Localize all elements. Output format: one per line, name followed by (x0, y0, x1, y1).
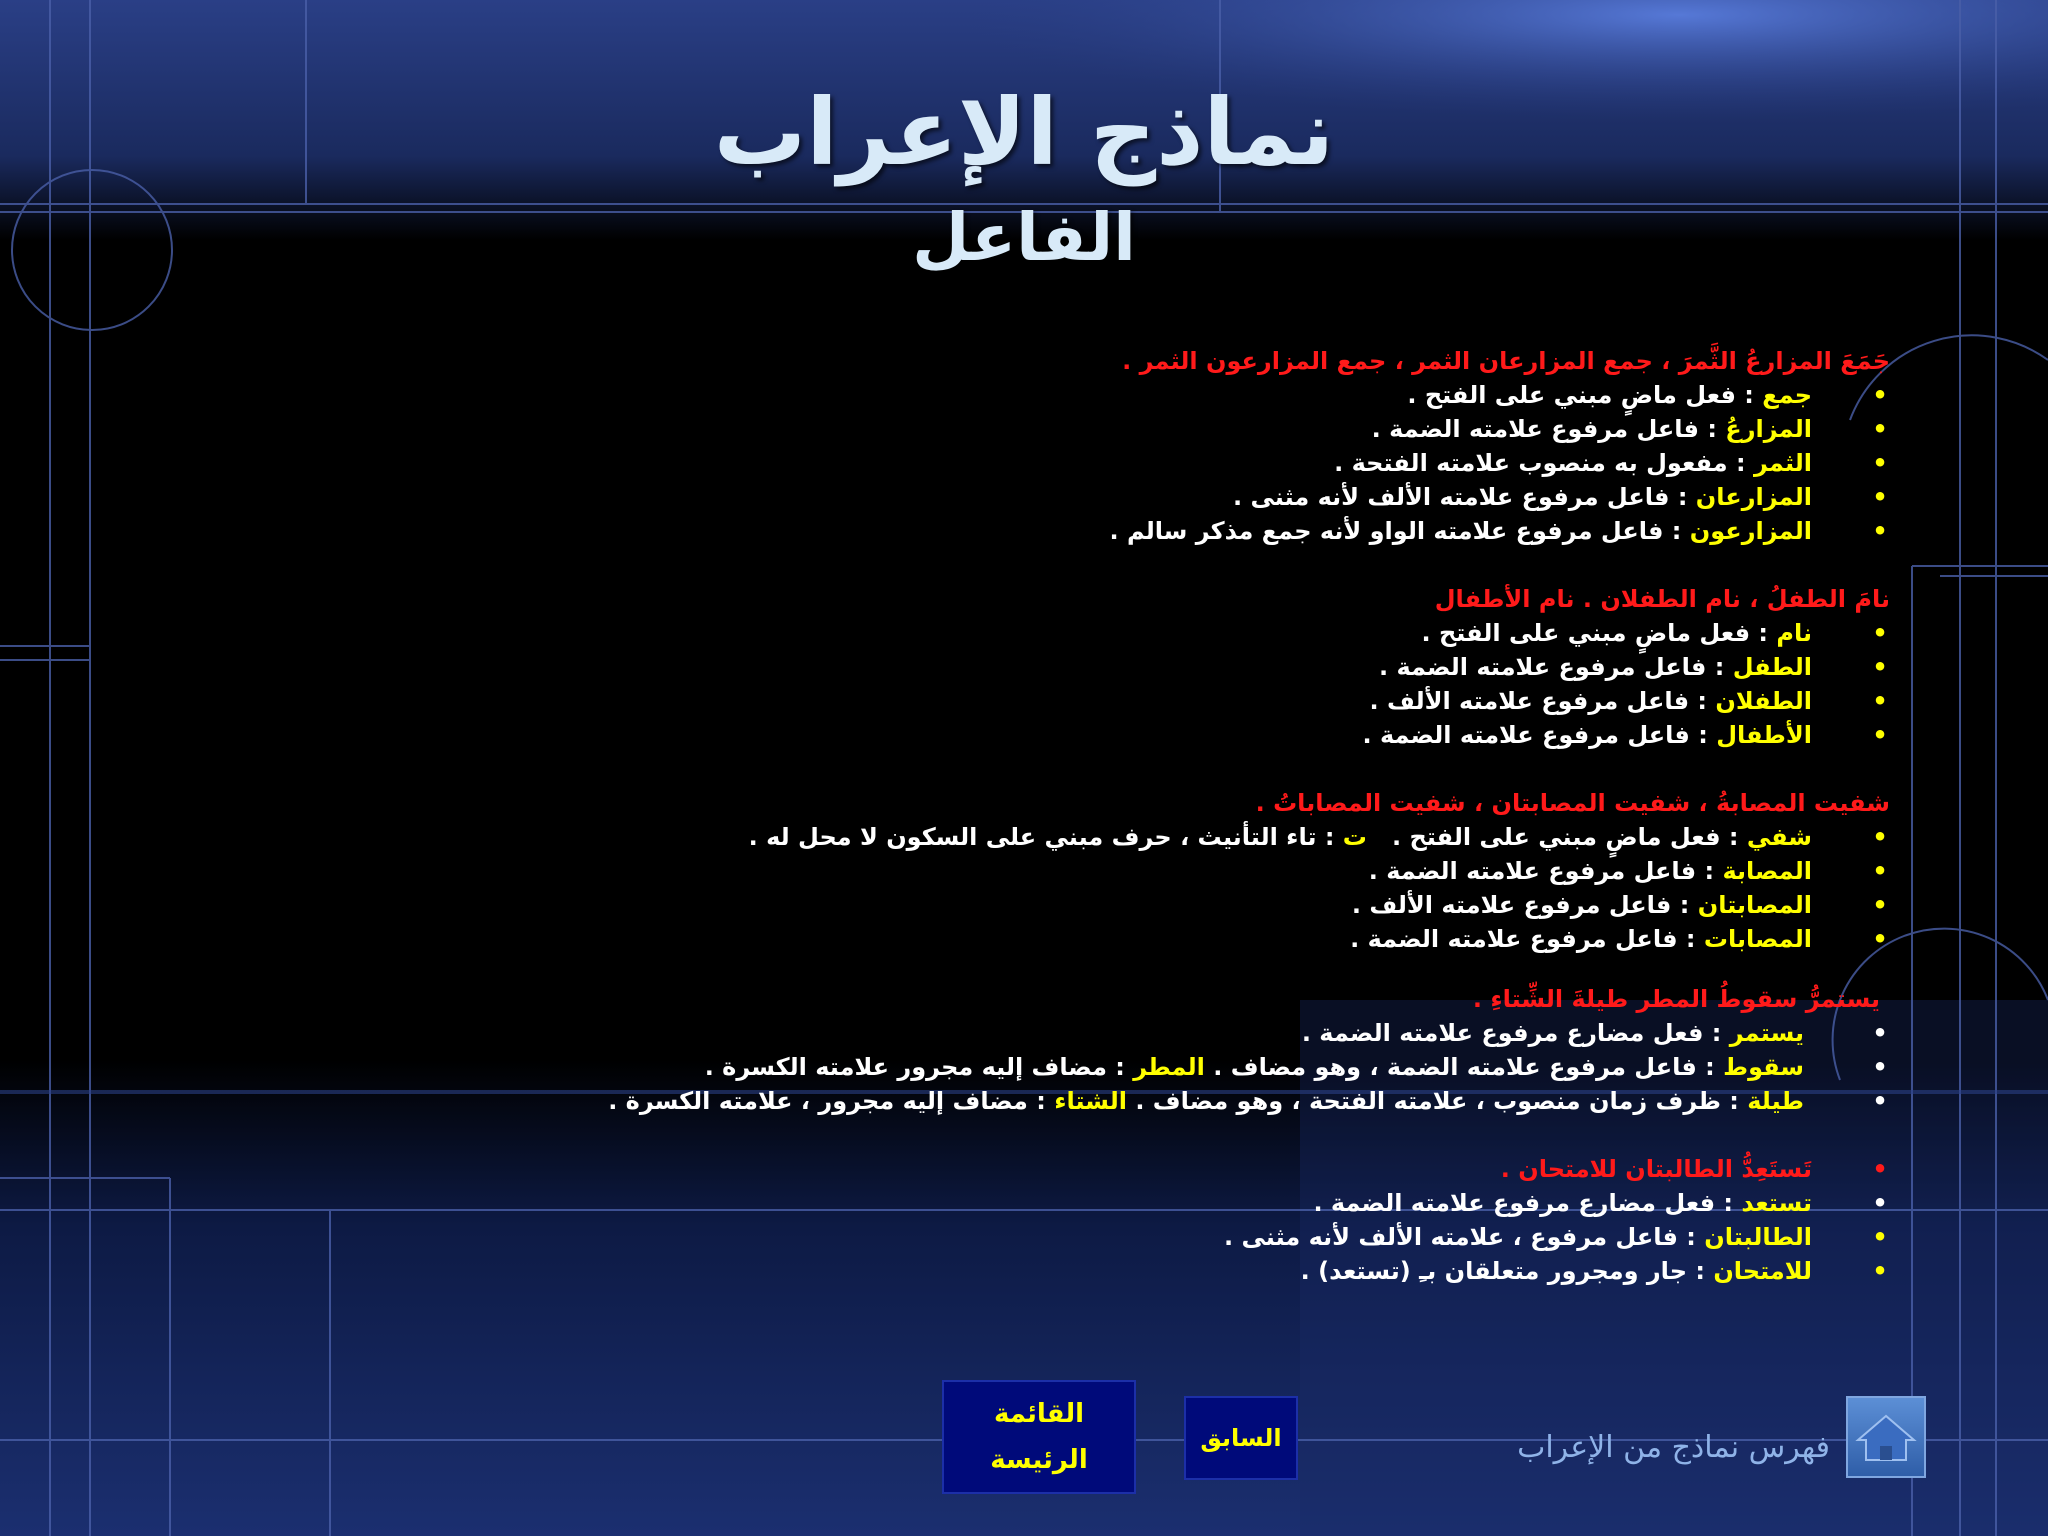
section-heading: نامَ الطفلُ ، نام الطفلان . نام الأطفال (1434, 585, 1890, 613)
item-term: الطفل (1732, 653, 1812, 681)
bullet-icon: • (1872, 1087, 1888, 1115)
item-term: جمع (1762, 381, 1812, 409)
bullet-icon: • (1872, 1053, 1888, 1081)
item-term-secondary: المطر (1133, 1053, 1205, 1081)
index-link[interactable]: فهرس نماذج من الإعراب (1517, 1430, 1830, 1465)
list-item (330, 1220, 1890, 1254)
parsing-examples (330, 344, 1890, 1288)
list-item (330, 1050, 1890, 1084)
item-text: : فاعل مرفوع علامته الضمة ، وهو مضاف . (1213, 1053, 1724, 1081)
bullet-icon: • (1872, 721, 1888, 749)
item-term: الطفلان (1715, 687, 1812, 715)
item-text-secondary: : تاء التأنيث ، حرف مبني على السكون لا محل له . (748, 823, 1343, 851)
home-icon (1848, 1398, 1924, 1476)
bullet-icon: • (1872, 619, 1888, 647)
item-term: الأطفال (1716, 721, 1812, 749)
item-text: : فاعل مرفوع علامته الضمة . (1371, 415, 1726, 443)
list-item (330, 1084, 1890, 1118)
list-item (330, 446, 1890, 480)
item-term: تستعد (1741, 1189, 1812, 1217)
bullet-icon: • (1872, 517, 1888, 545)
item-text: : فعل ماضٍ مبني على الفتح . (1407, 381, 1763, 409)
item-term: شفي (1746, 823, 1812, 851)
item-text-secondary: : مضاف إليه مجرور علامته الكسرة . (704, 1053, 1134, 1081)
bullet-icon: • (1872, 1257, 1888, 1285)
item-text: : فاعل مرفوع علامته الضمة . (1362, 721, 1717, 749)
item-text-secondary: : مضاف إليه مجرور ، علامته الكسرة . (608, 1087, 1055, 1115)
list-item (330, 616, 1890, 650)
bullet-icon: • (1872, 381, 1888, 409)
section-heading: جَمَعَ المزارعُ الثَّمرَ ، جمع المزارعان الثمر ، جمع المزارعون الثمر . (1122, 347, 1890, 375)
list-item (330, 1016, 1890, 1050)
bullet-icon: • (1872, 823, 1888, 851)
item-term: المزارعان (1695, 483, 1812, 511)
list-item (330, 378, 1890, 412)
item-text: : فعل ماضٍ مبني على الفتح . (1421, 619, 1777, 647)
item-text: : فاعل مرفوع علامته الضمة . (1368, 857, 1723, 885)
section-heading: يستمرُّ سقوطُ المطر طيلةَ الشِّتاءِ . (1472, 985, 1880, 1013)
bullet-icon: • (1872, 1155, 1888, 1183)
item-term: يستمر (1729, 1019, 1804, 1047)
item-text: : فعل ماضٍ مبني على الفتح . (1391, 823, 1747, 851)
page-subtitle: الفاعل (912, 199, 1136, 276)
bullet-icon: • (1872, 415, 1888, 443)
list-item (330, 480, 1890, 514)
item-term: نام (1776, 619, 1812, 647)
item-term: الطالبتان (1704, 1223, 1812, 1251)
item-text: : فاعل مرفوع ، علامته الألف لأنه مثنى . (1224, 1223, 1705, 1251)
item-term: طيلة (1747, 1087, 1804, 1115)
list-item (330, 1254, 1890, 1288)
item-term-secondary: الشتاء (1054, 1087, 1127, 1115)
bullet-icon: • (1872, 891, 1888, 919)
item-text: : فاعل مرفوع علامته الألف لأنه مثنى . (1233, 483, 1696, 511)
item-term: المصابات (1703, 925, 1812, 953)
bullet-icon: • (1872, 483, 1888, 511)
item-term: المزارعون (1689, 517, 1812, 545)
list-item (330, 650, 1890, 684)
page-title: نماذج الإعراب (713, 79, 1335, 186)
list-item (330, 854, 1890, 888)
list-item (330, 888, 1890, 922)
bullet-icon: • (1872, 687, 1888, 715)
bullet-icon: • (1872, 857, 1888, 885)
list-item (330, 820, 1890, 854)
bullet-icon: • (1872, 449, 1888, 477)
item-term: المزارعُ (1725, 415, 1812, 443)
main-menu-label-line1: القائمة (993, 1399, 1085, 1429)
bullet-icon: • (1872, 1223, 1888, 1251)
list-item (330, 412, 1890, 446)
home-button[interactable] (1846, 1396, 1926, 1478)
main-menu-label-line2: الرئيسة (990, 1445, 1088, 1475)
item-term: الثمر (1753, 449, 1812, 477)
main-menu-button[interactable] (942, 1380, 1136, 1494)
list-item (330, 718, 1890, 752)
item-text: : جار ومجرور متعلقان بـِ (تستعد) . (1300, 1257, 1714, 1285)
item-text: : فاعل مرفوع علامته الضمة . (1350, 925, 1704, 953)
item-text: : مفعول به منصوب علامته الفتحة . (1334, 449, 1754, 477)
item-text: : فعل مضارع مرفوع علامته الضمة . (1313, 1189, 1742, 1217)
item-term: سقوط (1723, 1053, 1804, 1081)
item-text: : ظرف زمان منصوب ، علامته الفتحة ، وهو مضاف . (1135, 1087, 1748, 1115)
section-heading-row (330, 1152, 1890, 1186)
section-heading: شفيت المصابةُ ، شفيت المصابتان ، شفيت المصاباتُ . (1255, 789, 1890, 817)
item-text: : فعل مضارع مرفوع علامته الضمة . (1301, 1019, 1730, 1047)
list-item (330, 1186, 1890, 1220)
item-text: : فاعل مرفوع علامته الواو لأنه جمع مذكر سالم . (1109, 517, 1690, 545)
list-item (330, 922, 1890, 956)
list-item (330, 684, 1890, 718)
item-text: : فاعل مرفوع علامته الألف . (1351, 891, 1698, 919)
item-term: المصابة (1722, 857, 1812, 885)
bullet-icon: • (1872, 653, 1888, 681)
bullet-icon: • (1872, 1189, 1888, 1217)
item-term: المصابتان (1697, 891, 1812, 919)
previous-button[interactable]: السابق (1184, 1396, 1298, 1480)
list-item (330, 514, 1890, 548)
item-term: للامتحان (1713, 1257, 1812, 1285)
item-text: : فاعل مرفوع علامته الضمة . (1378, 653, 1733, 681)
item-term-secondary: ت (1342, 823, 1367, 851)
bullet-icon: • (1872, 1019, 1888, 1047)
item-text: : فاعل مرفوع علامته الألف . (1369, 687, 1716, 715)
bullet-icon: • (1872, 925, 1888, 953)
section-heading: تَستَعِدُّ الطالبتان للامتحان . (1500, 1155, 1812, 1183)
